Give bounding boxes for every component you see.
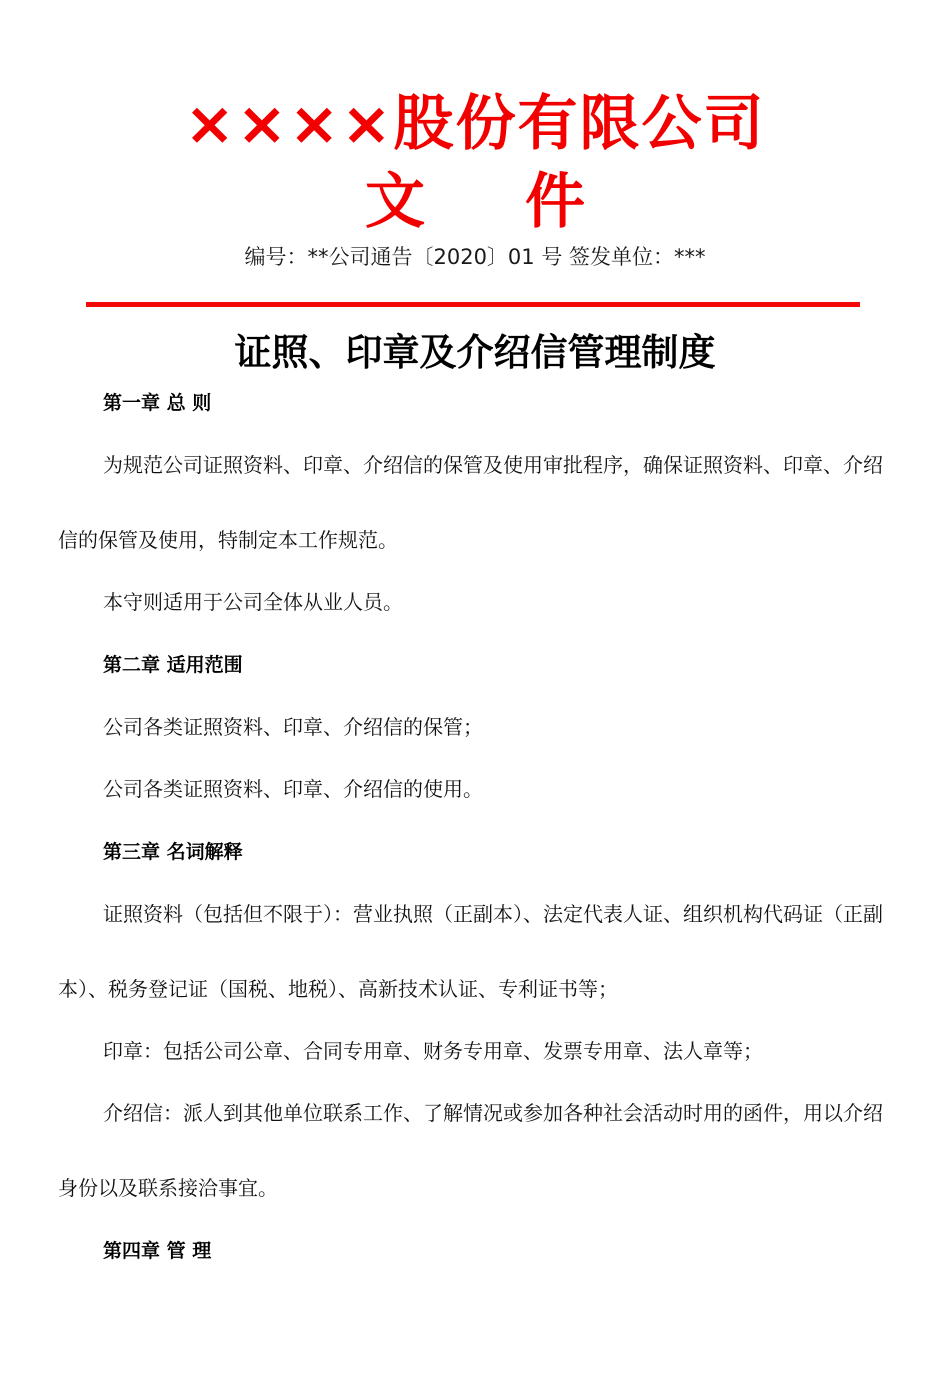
paragraph-2-1: 公司各类证照资料、印章、介绍信的保管； [103,715,483,739]
document-label-left: 文 [365,167,425,237]
document-number-line: 编号：**公司通告〔2020〕01 号 签发单位：*** [244,245,706,269]
paragraph-3-2: 印章：包括公司公章、合同专用章、财务专用章、发票专用章、法人章等； [103,1039,763,1063]
chapter-heading-4: 第四章 管 理 [103,1240,212,1262]
chapter-heading-1: 第一章 总 则 [103,392,212,414]
red-header-rule [86,302,860,307]
chapter-heading-2: 第二章 适用范围 [103,654,243,676]
company-name-header: ××××股份有限公司 [184,89,766,159]
paragraph-3-3: 介绍信：派人到其他单位联系工作、了解情况或参加各种社会活动时用的函件，用以介绍身份以及联系接洽事宜。 [58,1101,883,1200]
chapter-heading-3: 第三章 名词解释 [103,841,243,863]
document-title: 证照、印章及介绍信管理制度 [234,331,716,374]
paragraph-1-1: 为规范公司证照资料、印章、介绍信的保管及使用审批程序，确保证照资料、印章、介绍信的保管及使用，特制定本工作规范。 [58,453,883,552]
paragraph-1-2: 本守则适用于公司全体从业人员。 [103,590,403,614]
paragraph-3-1: 证照资料（包括但不限于）：营业执照（正副本）、法定代表人证、组织机构代码证（正副本）、税务登记证（国税、地税）、高新技术认证、专利证书等； [58,902,883,1001]
document-label-right: 件 [525,167,585,237]
document-label [0,167,950,237]
paragraph-2-2: 公司各类证照资料、印章、介绍信的使用。 [103,777,483,801]
